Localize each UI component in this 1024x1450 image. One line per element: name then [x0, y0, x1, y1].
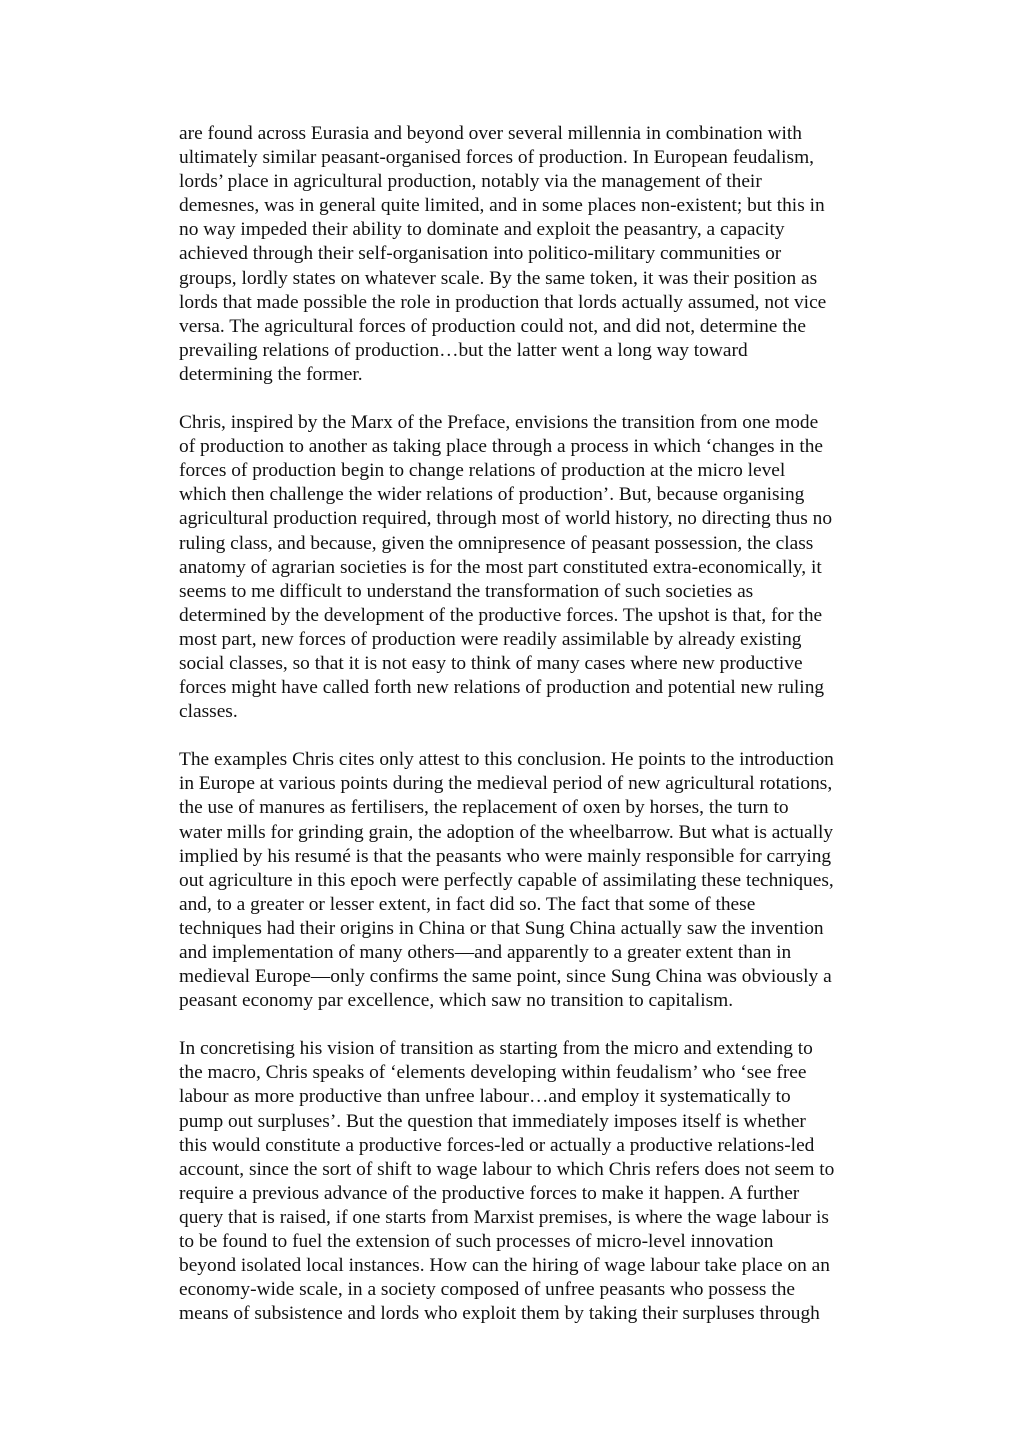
text-line: agricultural production required, through most of world history, no directing thus no: [179, 508, 833, 530]
text-line: require a previous advance of the productive forces to make it happen. A further: [179, 1182, 800, 1204]
text-line: no way impeded their ability to dominate and exploit the peasantry, a capacity: [179, 219, 785, 241]
text-line: to be found to fuel the extension of such processes of micro-level innovation: [179, 1231, 774, 1253]
text-line: beyond isolated local instances. How can the hiring of wage labour take place on an: [179, 1255, 830, 1277]
text-line: implied by his resumé is that the peasants who were mainly responsible for carrying: [179, 845, 832, 867]
text-line: economy-wide scale, in a society composed of unfree peasants who possess the: [179, 1279, 796, 1301]
document-page: [179, 122, 879, 1350]
text-line: this would constitute a productive forces-led or actually a productive relations-led: [179, 1134, 815, 1156]
text-line: seems to me difficult to understand the transformation of such societies as: [179, 580, 754, 602]
text-line: groups, lordly states on whatever scale. By the same token, it was their position as: [179, 267, 818, 289]
text-line: and, to a greater or lesser extent, in fact did so. The fact that some of these: [179, 893, 756, 915]
paragraph-3: [179, 748, 879, 1013]
text-line: ruling class, and because, given the omnipresence of peasant possession, the class: [179, 532, 814, 554]
text-line: forces might have called forth new relations of production and potential new ruling: [179, 677, 825, 699]
text-line: determined by the development of the productive forces. The upshot is that, for the: [179, 604, 823, 626]
text-line: ultimately similar peasant-organised forces of production. In European feudalism,: [179, 147, 815, 169]
text-line: The examples Chris cites only attest to this conclusion. He points to the introduction: [179, 749, 834, 771]
text-line: of production to another as taking place through a process in which ‘changes in the: [179, 436, 824, 458]
text-line: are found across Eurasia and beyond over several millennia in combination with: [179, 123, 802, 144]
text-line: most part, new forces of production were readily assimilable by already existing: [179, 628, 802, 650]
text-line: out agriculture in this epoch were perfectly capable of assimilating these techniques,: [179, 869, 834, 891]
text-line: Chris, inspired by the Marx of the Preface, envisions the transition from one mode: [179, 412, 819, 434]
text-line: labour as more productive than unfree labour…and employ it systematically to: [179, 1086, 791, 1108]
text-line: In concretising his vision of transition as starting from the micro and extending to: [179, 1038, 813, 1060]
text-line: and implementation of many others—and apparently to a greater extent than in: [179, 942, 792, 963]
paragraph-2: [179, 411, 879, 724]
text-line: classes.: [179, 701, 238, 723]
text-line: means of subsistence and lords who exploit them by taking their surpluses through: [179, 1303, 820, 1325]
text-line: techniques had their origins in China or that Sung China actually saw the invention: [179, 917, 824, 939]
text-line: account, since the sort of shift to wage labour to which Chris refers does not seem to: [179, 1158, 835, 1180]
paragraph-4: [179, 1037, 879, 1326]
text-line: which then challenge the wider relations of production’. But, because organising: [179, 484, 805, 506]
paragraph-1: [179, 122, 879, 387]
text-line: the use of manures as fertilisers, the replacement of oxen by horses, the turn to: [179, 797, 789, 819]
text-line: lords’ place in agricultural production, notably via the management of their: [179, 171, 762, 193]
text-line: prevailing relations of production…but the latter went a long way toward: [179, 339, 748, 361]
text-line: forces of production begin to change relations of production at the micro level: [179, 460, 786, 482]
text-line: medieval Europe—only confirms the same point, since Sung China was obviously a: [179, 966, 832, 988]
text-line: anatomy of agrarian societies is for the most part constituted extra-economically, it: [179, 556, 822, 578]
text-line: social classes, so that it is not easy to think of many cases where new productive: [179, 652, 803, 674]
text-line: versa. The agricultural forces of production could not, and did not, determine the: [179, 315, 806, 337]
text-line: pump out surpluses’. But the question that immediately imposes itself is whether: [179, 1110, 806, 1132]
text-line: query that is raised, if one starts from Marxist premises, is where the wage labour is: [179, 1206, 829, 1228]
text-line: in Europe at various points during the medieval period of new agricultural rotations,: [179, 773, 833, 795]
text-line: water mills for grinding grain, the adoption of the wheelbarrow. But what is actually: [179, 821, 834, 843]
text-line: determining the former.: [179, 363, 363, 385]
text-line: peasant economy par excellence, which saw no transition to capitalism.: [179, 990, 734, 1012]
text-line: the macro, Chris speaks of ‘elements developing within feudalism’ who ‘see free: [179, 1062, 807, 1084]
text-line: lords that made possible the role in production that lords actually assumed, not vice: [179, 291, 827, 313]
text-line: achieved through their self-organisation into politico-military communities or: [179, 243, 782, 265]
text-line: demesnes, was in general quite limited, and in some places non-existent; but this in: [179, 195, 825, 217]
